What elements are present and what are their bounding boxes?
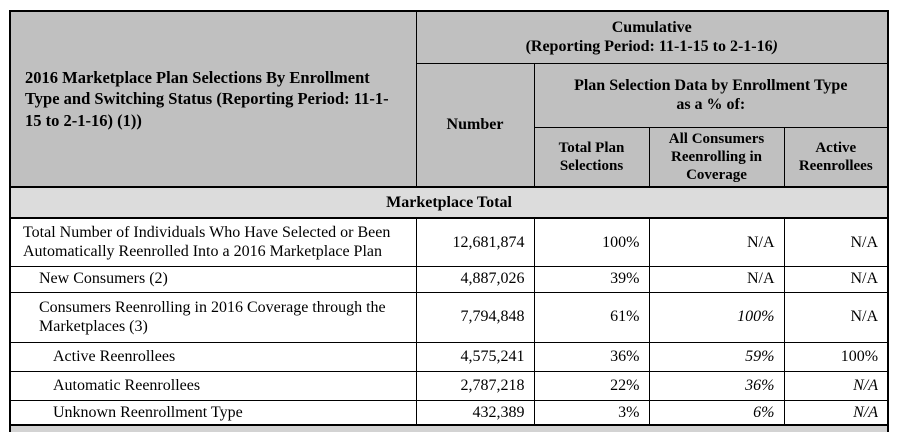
number-cell: 2,787,218	[416, 371, 534, 400]
total-plan-selections-cell: 61%	[534, 292, 649, 342]
group-header-line1: Plan Selection Data by Enrollment Type	[574, 76, 848, 94]
all-consumers-reenrolling-cell: N/A	[649, 266, 784, 292]
all-consumers-reenrolling-cell: 6%	[649, 400, 784, 425]
row-label: Total Number of Individuals Who Have Selected or Been Automatically Reenrolled Into a 2016 Marketplace Plan	[10, 218, 416, 266]
table-row	[10, 266, 888, 292]
number-cell: 12,681,874	[416, 218, 534, 266]
row-label: New Consumers (2)	[10, 266, 416, 292]
all-consumers-reenrolling-cell: 59%	[649, 342, 784, 371]
column-header-total-plan-selections: Total Plan Selections	[534, 127, 649, 187]
column-group-header	[534, 63, 888, 127]
table-row	[10, 218, 888, 266]
all-consumers-reenrolling-cell: N/A	[649, 218, 784, 266]
cumulative-subtitle-close-paren: )	[772, 38, 778, 56]
group-header-line2: as a % of:	[676, 96, 746, 113]
cumulative-title: Cumulative	[611, 19, 692, 37]
table-row	[10, 292, 888, 342]
marketplace-plan-selections-table	[9, 10, 889, 432]
next-section-cutoff-cell	[10, 425, 888, 432]
active-reenrollees-cell: 100%	[784, 342, 888, 371]
column-header-active-reenrollees: Active Reenrollees	[784, 127, 888, 187]
row-label: Consumers Reenrolling in 2016 Coverage through the Marketplaces (3)	[10, 292, 416, 342]
table-row	[10, 400, 888, 425]
number-cell: 7,794,848	[416, 292, 534, 342]
next-section-cutoff-strip	[10, 425, 888, 432]
total-plan-selections-cell: 36%	[534, 342, 649, 371]
table-row	[10, 371, 888, 400]
all-consumers-reenrolling-cell: 36%	[649, 371, 784, 400]
column-header-all-consumers-reenrolling: All Consumers Reenrolling in Coverage	[649, 127, 784, 187]
row-label: Unknown Reenrollment Type	[10, 400, 416, 425]
table-row	[10, 342, 888, 371]
number-cell: 4,887,026	[416, 266, 534, 292]
row-label: Active Reenrollees	[10, 342, 416, 371]
cumulative-header	[416, 11, 888, 63]
number-cell: 4,575,241	[416, 342, 534, 371]
active-reenrollees-cell: N/A	[784, 218, 888, 266]
active-reenrollees-cell: N/A	[784, 400, 888, 425]
total-plan-selections-cell: 100%	[534, 218, 649, 266]
column-header-number: Number	[416, 63, 534, 187]
section-header-marketplace-total: Marketplace Total	[10, 187, 888, 218]
total-plan-selections-cell: 3%	[534, 400, 649, 425]
active-reenrollees-cell: N/A	[784, 371, 888, 400]
table-corner-title: 2016 Marketplace Plan Selections By Enrollment Type and Switching Status (Reporting Period: 11-1-15 to 2-1-16) (1))	[10, 11, 416, 187]
number-cell: 432,389	[416, 400, 534, 425]
all-consumers-reenrolling-cell: 100%	[649, 292, 784, 342]
total-plan-selections-cell: 22%	[534, 371, 649, 400]
active-reenrollees-cell: N/A	[784, 292, 888, 342]
active-reenrollees-cell: N/A	[784, 266, 888, 292]
row-label: Automatic Reenrollees	[10, 371, 416, 400]
cumulative-subtitle: (Reporting Period: 11-1-15 to 2-1-16	[525, 38, 773, 56]
total-plan-selections-cell: 39%	[534, 266, 649, 292]
